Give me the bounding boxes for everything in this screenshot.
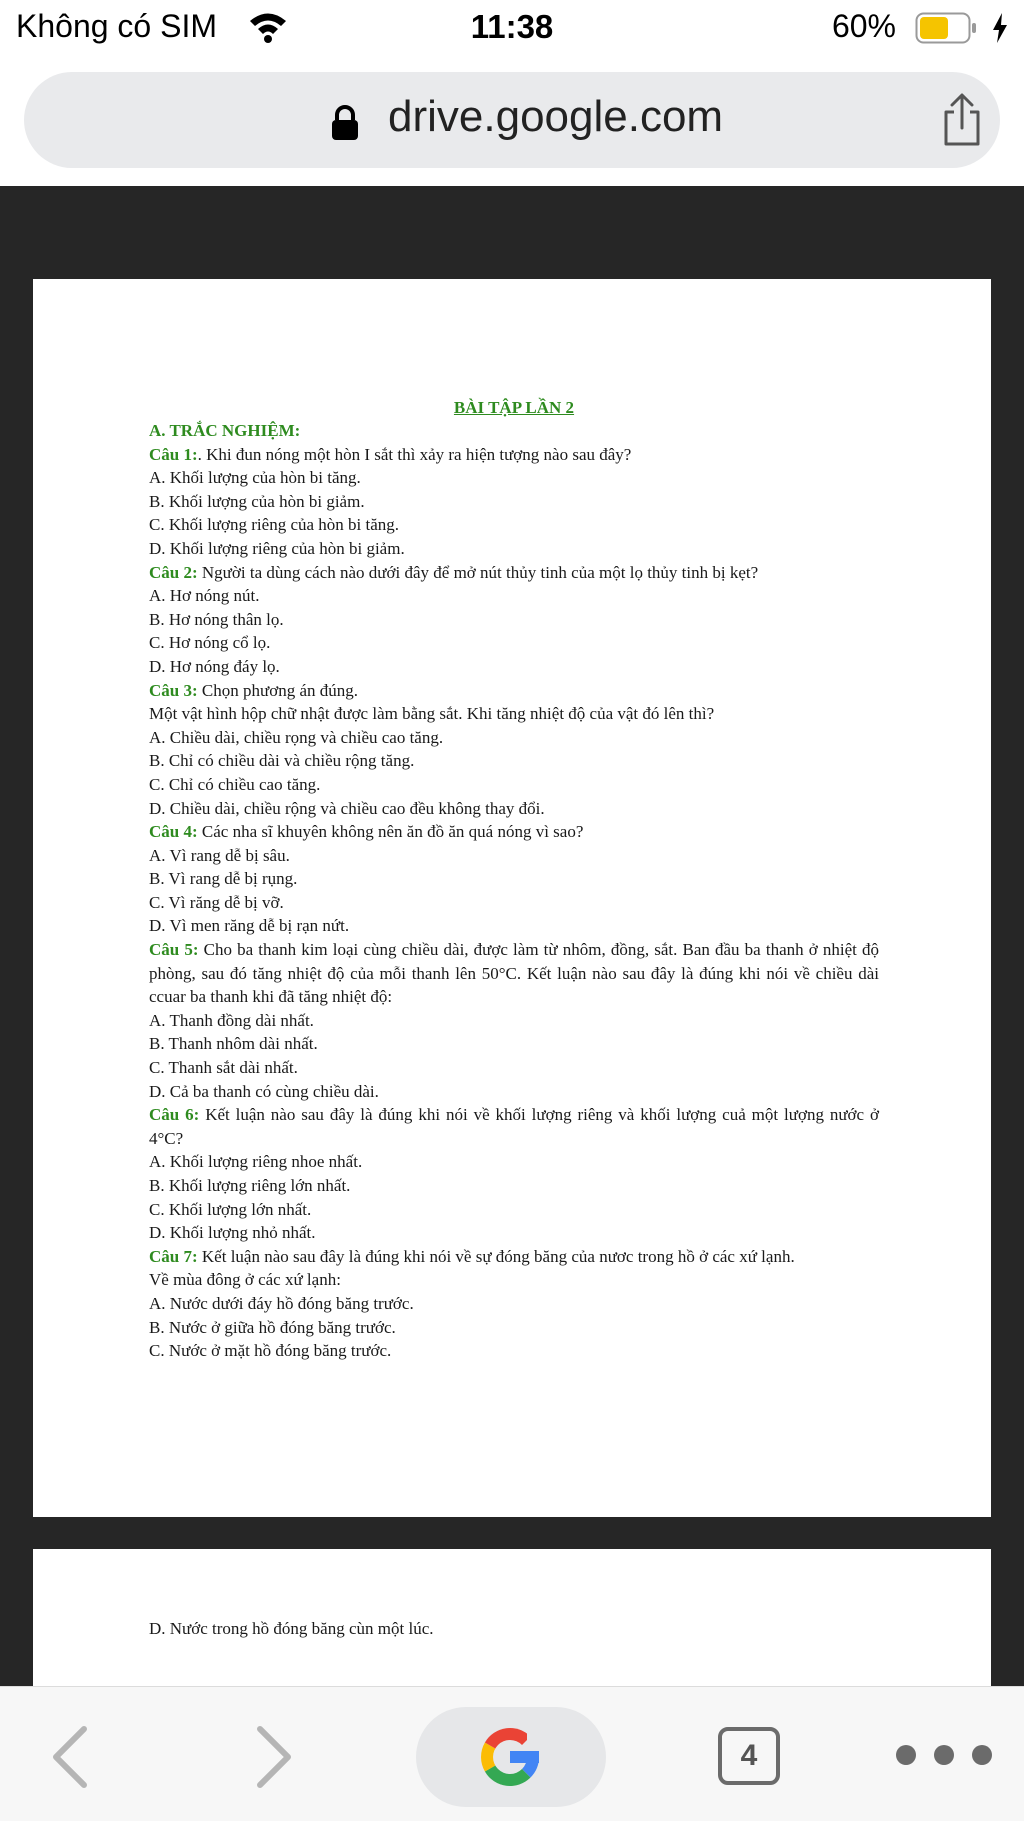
browser-toolbar: [0, 1686, 1024, 1821]
question-label: Câu 7:: [149, 1246, 198, 1266]
question-label: Câu 3:: [149, 680, 198, 700]
back-icon[interactable]: [48, 1725, 92, 1789]
answer-option: D. Khối lượng riêng của hòn bi giảm.: [149, 538, 405, 558]
question-label: Câu 1:: [149, 444, 198, 464]
answer-option: B. Nước ở giữa hồ đóng băng trước.: [149, 1317, 396, 1337]
question-3: [149, 679, 879, 703]
answer-option: A. Hơ nóng nút.: [149, 586, 260, 606]
document-page-1: [33, 279, 991, 1517]
answer-option: D. Hơ nóng đáy lọ.: [149, 656, 280, 676]
answer-option: A. Vì rang dễ bị sâu.: [149, 845, 290, 865]
question-text: Chọn phương án đúng.: [197, 680, 358, 700]
question-1: [149, 443, 879, 467]
answer-option: B. Khối lượng của hòn bi giảm.: [149, 491, 365, 511]
url-text[interactable]: drive.google.com: [388, 92, 724, 141]
question-text: Cho ba thanh kim loại cùng chiều dài, được làm từ nhôm, đồng, sắt. Ban đầu ba thanh ở nhiệt độ phòng, sau đó tăng nhiệt độ của mỗi thanh lên 50°C. Kết luận nào sau đây là đúng khi nói về chiều dài ccuar ba thanh khi đã tăng nhiệt độ:: [149, 940, 879, 1007]
charging-icon: [990, 12, 1010, 44]
carrier-label: Không có SIM: [16, 8, 217, 44]
question-text: Người ta dùng cách nào dưới đây để mở nút thủy tinh của một lọ thủy tinh bị kẹt?: [197, 562, 759, 582]
answer-option: D. Vì men răng dễ bị rạn nứt.: [149, 916, 350, 936]
question-7: [149, 1245, 879, 1269]
answer-option: B. Vì rang dễ bị rụng.: [149, 869, 298, 889]
more-options-icon[interactable]: [894, 1743, 994, 1767]
forward-icon[interactable]: [252, 1725, 296, 1789]
tabs-count: 4: [740, 1739, 758, 1772]
question-label: Câu 5:: [149, 940, 199, 960]
document-title: BÀI TẬP LẦN 2: [453, 398, 575, 417]
battery-percent: 60%: [831, 8, 896, 44]
question-text: Các nha sĩ khuyên không nên ăn đồ ăn quá nóng vì sao?: [197, 822, 584, 842]
answer-option: C. Thanh sắt dài nhất.: [149, 1058, 298, 1078]
document-page-2: [33, 1549, 991, 1686]
address-bar[interactable]: [24, 72, 1000, 168]
clock: 11:38: [470, 8, 554, 45]
battery-icon: [915, 12, 977, 44]
answer-option: C. Khối lượng riêng của hòn bi tăng.: [149, 515, 400, 535]
google-search-button[interactable]: [416, 1707, 606, 1807]
section-heading: A. TRẮC NGHIỆM:: [149, 421, 301, 440]
answer-option: A. Khối lượng của hòn bi tăng.: [149, 468, 361, 488]
answer-option: D. Nước trong hồ đóng băng cùn một lúc.: [149, 1619, 434, 1638]
question-4: [149, 820, 879, 844]
lock-icon: [330, 105, 360, 141]
answer-option: D. Khối lượng nhỏ nhất.: [149, 1223, 316, 1243]
question-text: . Khi đun nóng một hòn I sắt thì xảy ra hiện tượng nào sau đây?: [197, 444, 632, 464]
answer-option: B. Khối lượng riêng lớn nhất.: [149, 1176, 351, 1195]
document-viewer[interactable]: [0, 186, 1024, 1686]
question-text: Kết luận nào sau đây là đúng khi nói về sự đóng băng của nươc trong hồ ở các xứ lạnh.: [197, 1246, 795, 1266]
question-label: Câu 2:: [149, 562, 198, 582]
question-6: [149, 1103, 879, 1150]
answer-option: D. Cả ba thanh có cùng chiều dài.: [149, 1081, 379, 1101]
answer-option: C. Hơ nóng cổ lọ.: [149, 633, 271, 653]
answer-option: C. Khối lượng lớn nhất.: [149, 1199, 312, 1219]
answer-option: A. Nước dưới đáy hồ đóng băng trước.: [149, 1293, 414, 1313]
answer-option: B. Thanh nhôm dài nhất.: [149, 1034, 318, 1054]
answer-option: B. Hơ nóng thân lọ.: [149, 609, 284, 629]
answer-option: C. Nước ở mặt hồ đóng băng trước.: [149, 1341, 392, 1361]
status-bar: [0, 0, 1024, 58]
question-2: [149, 561, 879, 585]
answer-option: A. Khối lượng riêng nhoe nhất.: [149, 1152, 363, 1172]
answer-option: C. Vì răng dễ bị vỡ.: [149, 892, 284, 912]
answer-option: B. Chỉ có chiều dài và chiều rộng tăng.: [149, 751, 415, 771]
document-body: [149, 419, 879, 1363]
share-icon[interactable]: [938, 92, 986, 148]
answer-option: A. Thanh đồng dài nhất.: [149, 1010, 314, 1030]
question-text: Kết luận nào sau đây là đúng khi nói về khối lượng riêng và khối lượng cuả một lượng nước ở 4°C?: [149, 1105, 879, 1148]
question-label: Câu 4:: [149, 822, 198, 842]
tabs-button[interactable]: [718, 1727, 780, 1785]
question-extra: Một vật hình hộp chữ nhật được làm bằng sắt. Khi tăng nhiệt độ của vật đó lên thì?: [149, 704, 715, 724]
answer-option: A. Chiều dài, chiều rọng và chiều cao tăng.: [149, 727, 444, 747]
google-icon: [478, 1725, 542, 1789]
question-extra: Về mùa đông ở các xứ lạnh:: [149, 1270, 341, 1290]
answer-option: C. Chỉ có chiều cao tăng.: [149, 774, 321, 794]
question-5: [149, 938, 879, 1009]
question-label: Câu 6:: [149, 1105, 200, 1125]
answer-option: D. Chiều dài, chiều rộng và chiều cao đều không thay đổi.: [149, 798, 545, 818]
